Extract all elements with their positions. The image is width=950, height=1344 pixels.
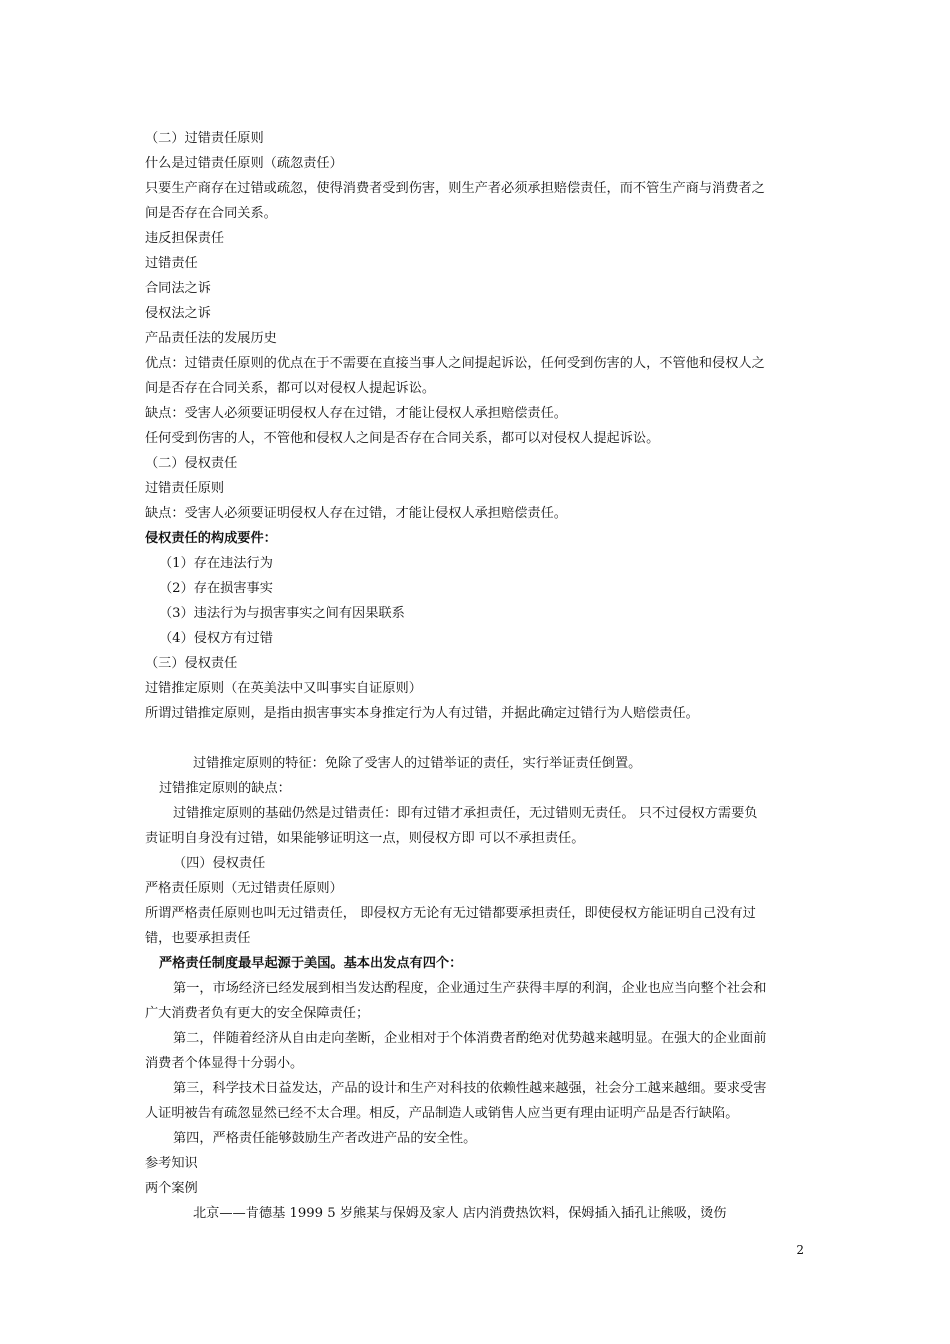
text-line: 过错责任 (145, 256, 198, 271)
text-line: 人证明被告有疏忽显然已经不太合理。相反，产品制造人或销售人应当更有理由证明产品是否行缺陷。 (145, 1106, 739, 1121)
bold-heading: 严格责任制度最早起源于美国。基本出发点有四个： (159, 956, 463, 971)
text-line: 过错推定原则（在英美法中又叫事实自证原则） (145, 681, 422, 696)
text-line: 责证明自身没有过错，如果能够证明这一点，则侵权方即 可以不承担责任。 (145, 831, 585, 846)
text-line: 过错推定原则的缺点： (159, 781, 291, 796)
text-line: 过错推定原则的特征：免除了受害人的过错举证的责任，实行举证责任倒置。 (193, 756, 642, 771)
text-line: 北京——肯德基 1999 5 岁熊某与保姆及家人 店内消费热饮料，保姆插入插孔让熊吸，烫伤 (193, 1206, 727, 1221)
text-line: 所谓严格责任原则也叫无过错责任， 即侵权方无论有无过错都要承担责任，即使侵权方能证明自己没有过 (145, 906, 756, 921)
text-line: 消费者个体显得十分弱小。 (145, 1056, 304, 1071)
text-line: 违反担保责任 (145, 231, 225, 246)
text-line: 广大消费者负有更大的安全保障责任； (145, 1006, 370, 1021)
section-heading: （二）过错责任原则 (145, 131, 264, 146)
text-line: 优点：过错责任原则的优点在于不需要在直接当事人之间提起诉讼，任何受到伤害的人，不管他和侵权人之 (145, 356, 765, 371)
text-line: 合同法之诉 (145, 281, 211, 296)
text-line: 参考知识 (145, 1156, 198, 1171)
text-line: 第一，市场经济已经发展到相当发达酌程度，企业通过生产获得丰厚的利润，企业也应当向整个社会和 (173, 981, 767, 996)
list-item: （3）违法行为与损害事实之间有因果联系 (159, 606, 405, 621)
section-heading: （三）侵权责任 (145, 656, 238, 671)
page-number: 2 (796, 1243, 804, 1257)
text-line: 过错推定原则的基础仍然是过错责任：即有过错才承担责任，无过错则无责任。 只不过侵权方需要负 (173, 806, 758, 821)
text-line: 任何受到伤害的人，不管他和侵权人之间是否存在合同关系，都可以对侵权人提起诉讼。 (145, 431, 660, 446)
text-line: 侵权法之诉 (145, 306, 211, 321)
body-text (145, 126, 813, 1226)
text-line: 严格责任原则（无过错责任原则） (145, 881, 343, 896)
text-line: 缺点：受害人必须要证明侵权人存在过错，才能让侵权人承担赔偿责任。 (145, 506, 567, 521)
blank-line (145, 726, 813, 751)
list-item: （1）存在违法行为 (159, 556, 273, 571)
text-line: 间是否存在合同关系。 (145, 206, 277, 221)
text-line: 只要生产商存在过错或疏忽，使得消费者受到伤害，则生产者必须承担赔偿责任，而不管生产商与消费者之 (145, 181, 765, 196)
text-line: 什么是过错责任原则（疏忽责任） (145, 156, 343, 171)
section-heading: （四）侵权责任 (173, 856, 266, 871)
text-line: 所谓过错推定原则，是指由损害事实本身推定行为人有过错，并据此确定过错行为人赔偿责任。 (145, 706, 699, 721)
text-line: 第三，科学技术日益发达，产品的设计和生产对科技的依赖性越来越强，社会分工越来越细。要求受害 (173, 1081, 767, 1096)
text-line: 第二，伴随着经济从自由走向垄断，企业相对于个体消费者酌绝对优势越来越明显。在强大的企业面前 (173, 1031, 767, 1046)
text-line: 间是否存在合同关系，都可以对侵权人提起诉讼。 (145, 381, 436, 396)
bold-heading: 侵权责任的构成要件： (145, 531, 277, 546)
list-item: （2）存在损害事实 (159, 581, 273, 596)
list-item: （4）侵权方有过错 (159, 631, 273, 646)
text-line: 第四，严格责任能够鼓励生产者改进产品的安全性。 (173, 1131, 477, 1146)
text-line: 两个案例 (145, 1181, 198, 1196)
text-line: 错，也要承担责任 (145, 931, 251, 946)
section-heading: （二）侵权责任 (145, 456, 238, 471)
text-line: 缺点：受害人必须要证明侵权人存在过错，才能让侵权人承担赔偿责任。 (145, 406, 567, 421)
text-line: 产品责任法的发展历史 (145, 331, 277, 346)
text-line: 过错责任原则 (145, 481, 225, 496)
